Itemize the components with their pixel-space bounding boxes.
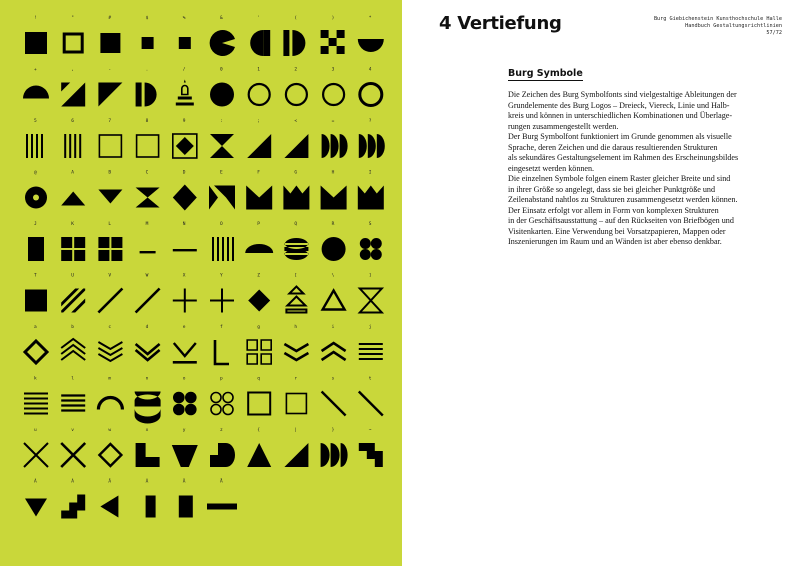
glyph-char-label: & — [220, 16, 223, 21]
small-square-icon — [142, 37, 154, 49]
glyph-char-label: O — [220, 222, 223, 227]
glyph-char-label: l — [71, 376, 74, 382]
triangle-up-icon — [61, 192, 85, 206]
four-squares-icon — [61, 237, 85, 261]
section-title: Burg Symbole — [508, 68, 583, 79]
glyph-char-label: w — [108, 428, 112, 433]
glyph-char-label: L — [108, 222, 112, 227]
glyph-char-label: I — [368, 170, 372, 176]
glyph-char-label: À — [34, 479, 37, 485]
triangle-up-icon — [247, 443, 271, 467]
ring-icon — [323, 84, 344, 105]
glyph-char-label: m — [108, 376, 112, 382]
diamond-outline-icon — [99, 444, 121, 466]
glyph-char-label: P — [257, 222, 260, 227]
body-text — [508, 90, 778, 248]
body-line: Die einzelnen Symbole folgen einem Raster gleicher Breite und sind — [508, 174, 731, 183]
glyph-char-label: G — [294, 170, 298, 176]
glyph-char-label: o — [182, 376, 186, 382]
header-line: Handbuch Gestaltungsrichtlinien — [685, 23, 782, 29]
body-line: Die Zeichen des Burg Symbolfonts sind vielgestaltige Ableitungen der — [508, 90, 737, 99]
four-circles-icon — [360, 238, 382, 260]
trapezoid-icon — [172, 445, 198, 467]
glyph-char-label: @ — [34, 170, 37, 176]
glyph-char-label: N — [182, 222, 186, 227]
glyph-char-label: 0 — [220, 67, 223, 73]
chevron-stack-icon — [136, 344, 160, 360]
body-line: als sekundäres Gestaltungselement im Rahmen des Erscheinungsbildes — [508, 153, 739, 162]
glyph-char-label: Q — [294, 222, 298, 227]
body-line: eingesetzt werden können. — [508, 163, 595, 173]
horizontal-lines-icon — [61, 396, 85, 411]
glyph-char-label: \ — [331, 273, 335, 279]
plus-icon — [173, 289, 197, 313]
glyph-char-label: e — [182, 325, 186, 330]
diagonal-line-icon — [98, 289, 122, 313]
body-line: kreis und können in unterschiedlichen Kombinationen und Überlage- — [508, 111, 733, 120]
filled-circle-icon — [25, 187, 47, 209]
filled-rect-icon — [179, 496, 193, 518]
glyph-char-label: 4 — [368, 67, 372, 73]
outline-square-icon — [137, 135, 159, 157]
stacked-domes-icon — [284, 238, 308, 260]
chapter-title: 4 Vertiefung — [439, 13, 562, 34]
half-circle-up-icon — [23, 86, 49, 108]
outline-square-icon — [248, 393, 270, 415]
triangle-outline-icon — [323, 291, 345, 310]
tower-icon — [176, 80, 194, 106]
glyph-char-label: c — [108, 325, 112, 330]
glyph-char-label: - — [108, 67, 112, 73]
glyph-char-label: 3 — [331, 67, 335, 73]
glyph-char-label: $ — [145, 16, 149, 21]
glyph-char-label: ; — [257, 119, 260, 124]
glyph-char-label: Z — [257, 273, 260, 279]
glyph-char-label: % — [182, 16, 186, 21]
glyph-char-label: 5 — [34, 119, 37, 124]
half-circles-row-icon — [359, 134, 385, 158]
body-line: Inszenierungen im Raum und an Wänden ist aber ebenso denkbar. — [508, 237, 722, 246]
glyph-char-label: Å — [220, 479, 223, 485]
chevron-stack-icon — [284, 344, 308, 360]
glyph-char-label: V — [108, 273, 112, 279]
glyph-char-label: J — [34, 222, 37, 227]
ring-icon — [286, 84, 307, 105]
body-line: in ihrer Größe so angelegt, dass sie bei gleicher Punktgröße und — [508, 184, 716, 194]
glyph-char-label: S — [368, 222, 372, 227]
glyph-char-label: K — [71, 222, 74, 227]
zigzag-icon — [209, 186, 235, 210]
body-line: in der Geschäftsausstattung – auf den Rückseiten von Briefbögen und — [508, 216, 734, 225]
diamond-icon — [248, 290, 270, 312]
glyph-char-label: x — [145, 428, 149, 433]
glyph-char-label: / — [182, 67, 186, 73]
outline-square-icon — [286, 394, 306, 414]
horizontal-lines-icon — [359, 344, 383, 359]
filled-square-icon — [100, 33, 120, 53]
zigzag-icon — [321, 186, 347, 210]
half-circle-corner-icon — [210, 443, 235, 467]
glyph-char-label: j — [368, 325, 372, 330]
half-circle-left-icon — [250, 30, 270, 56]
ring-icon — [249, 84, 270, 105]
glyph-char-label: " — [71, 16, 74, 21]
triangle-down-icon — [25, 499, 47, 517]
half-circle-down-icon — [358, 39, 384, 52]
glyph-char-label: 2 — [294, 67, 298, 73]
x-cross-icon — [61, 443, 85, 467]
glyph-char-label: , — [71, 67, 74, 73]
glyph-char-label: Â — [108, 479, 112, 485]
glyph-char-label: [ — [294, 273, 298, 279]
diagonal-line-icon — [136, 289, 160, 313]
glyph-char-label: < — [294, 119, 298, 124]
step-blocks-icon — [61, 495, 85, 519]
diagonal-line-icon — [359, 392, 383, 416]
glyph-char-label: Y — [220, 273, 223, 279]
body-line: Grundelemente des Burg Logos – Dreieck, Viereck, Linie und Halb- — [508, 100, 730, 110]
chevron-stack-icon — [61, 339, 85, 360]
bar-half-circle-icon — [136, 83, 157, 107]
filled-square-icon — [25, 290, 47, 312]
glyph-char-label: ~ — [368, 428, 372, 433]
x-cross-icon — [24, 443, 48, 467]
step-blocks-icon — [359, 443, 383, 467]
glyph-char-label: U — [71, 273, 74, 279]
glyph-char-label: q — [257, 376, 260, 382]
right-triangle-icon — [284, 134, 308, 158]
glyph-char-label: D — [182, 170, 186, 176]
four-circles-icon — [173, 392, 197, 416]
glyph-char-label: ] — [368, 273, 372, 279]
hourglass-icon — [136, 188, 160, 208]
glyph-char-label: f — [220, 325, 223, 330]
triangle-diagonal-icon — [98, 83, 122, 107]
chevron-bar-icon — [173, 343, 197, 364]
glyph-char-label: . — [145, 67, 149, 73]
body-line: Der Einsatz erfolgt vor allem in Form von komplexen Strukturen — [508, 205, 719, 215]
glyph-char-label: Á — [71, 479, 74, 485]
glyph-char-label: A — [71, 170, 74, 176]
x-triangles-icon — [210, 134, 234, 158]
glyph-char-label: # — [108, 16, 112, 21]
checker-steps-icon — [321, 30, 345, 54]
filled-square-icon — [25, 32, 47, 54]
glyph-char-label: ( — [294, 16, 298, 21]
glyph-char-label: } — [331, 428, 335, 433]
glyph-char-label: a — [34, 325, 37, 330]
glyph-char-label: 6 — [71, 119, 74, 124]
glyph-char-label: F — [257, 170, 260, 176]
half-circles-row-icon — [322, 134, 348, 158]
body-line: Der Burg Symbolfont funktioniert im Grunde genommen als visuelle — [508, 132, 732, 141]
half-circles-row-icon — [321, 443, 348, 467]
triangle-step-icon — [284, 443, 308, 467]
glyph-char-label: i — [331, 325, 335, 330]
glyph-char-label: B — [108, 170, 112, 176]
stacked-domes-icon — [135, 392, 161, 424]
small-square-icon — [179, 37, 191, 49]
bracket-icon — [215, 340, 229, 364]
glyph-char-label: z — [220, 428, 223, 433]
glyph-char-label: k — [34, 376, 37, 382]
glyph-char-label: C — [145, 170, 149, 176]
arc-icon — [98, 398, 122, 410]
glyph-char-label: + — [34, 67, 37, 73]
glyph-char-label: y — [182, 428, 186, 433]
l-block-icon — [136, 443, 160, 467]
glyph-char-label: | — [294, 428, 298, 433]
glyph-char-label: 7 — [108, 119, 112, 124]
glyph-char-label: n — [145, 376, 149, 382]
body-line: Zeilenabstand nahtlos zu Strukturen zusammengesetzt werden können. — [508, 195, 738, 204]
glyph-char-label: H — [331, 170, 335, 176]
horizontal-lines-icon — [24, 394, 48, 414]
glyph-char-label: u — [34, 428, 37, 433]
diamond-in-square-icon — [173, 134, 197, 158]
four-squares-icon — [98, 237, 122, 261]
right-triangle-icon — [247, 134, 271, 158]
glyph-char-label: : — [220, 119, 223, 124]
small-four-squares-icon — [247, 340, 271, 364]
glyph-char-label: * — [368, 16, 372, 21]
zigzag-icon — [283, 186, 309, 210]
outline-square-icon — [99, 135, 121, 157]
filled-circle-icon — [322, 237, 346, 261]
glyph-char-label: { — [257, 428, 260, 433]
filled-rect-icon — [28, 237, 44, 261]
glyph-char-label: 9 — [182, 119, 186, 124]
glyph-char-label: ) — [331, 16, 335, 21]
short-line-icon — [140, 251, 156, 253]
glyph-char-label: b — [71, 325, 74, 330]
body-line: Visitenkarten. Eine Verwendung bei Vorsatzpapieren, Mappen oder — [508, 226, 726, 236]
vertical-lines-icon — [213, 237, 233, 261]
header-line: Burg Giebichenstein Kunsthochschule Halle — [653, 16, 782, 22]
glyph-char-label: r — [294, 376, 298, 382]
glyph-char-label: h — [294, 325, 298, 330]
chevron-stack-icon — [98, 342, 122, 361]
glyph-char-label: R — [331, 222, 335, 227]
glyph-char-label: v — [71, 428, 74, 433]
glyph-char-label: t — [368, 376, 372, 382]
outline-square-icon — [64, 34, 82, 52]
four-circles-outline-icon — [211, 393, 233, 415]
diamond-icon — [173, 185, 197, 211]
triangle-left-icon — [100, 496, 118, 518]
horizontal-bar-icon — [207, 504, 237, 510]
glyph-char-label: X — [182, 273, 186, 279]
plus-icon — [210, 289, 234, 313]
zigzag-icon — [246, 186, 272, 210]
diagonal-line-icon — [322, 392, 346, 416]
ring-icon — [360, 84, 382, 106]
glyph-char-label: 1 — [257, 67, 260, 73]
glyph-char-label: E — [220, 170, 223, 176]
zigzag-icon — [358, 186, 384, 210]
diamond-outline-icon — [25, 341, 47, 363]
half-circle-right-icon — [283, 30, 305, 56]
diagonal-stripes-icon — [61, 289, 85, 313]
glyph-char-label: p — [220, 376, 223, 382]
chevron-stack-icon — [322, 343, 346, 360]
triangle-stack-icon — [286, 287, 306, 313]
body-line: rungen zusammengestellt werden. — [508, 121, 619, 131]
body-line: Sprache, deren Zeichen und die daraus resultierenden Strukturen — [508, 142, 718, 152]
page-number: 57/72 — [766, 30, 782, 36]
glyph-char-label: T — [34, 273, 37, 279]
glyph-char-label: Ã — [145, 479, 149, 485]
glyph-char-label: s — [331, 376, 335, 382]
glyph-char-label: ! — [34, 16, 37, 21]
triangle-down-icon — [98, 190, 122, 204]
glyph-char-label: d — [145, 325, 149, 330]
triangle-diagonal-icon — [61, 83, 85, 107]
hourglass-outline-icon — [360, 289, 382, 313]
glyph-char-label: ? — [368, 119, 372, 124]
glyph-char-label: = — [331, 119, 335, 124]
half-rect-icon — [146, 496, 156, 518]
vertical-lines-icon — [65, 134, 80, 158]
filled-circle-icon — [210, 83, 234, 107]
long-line-icon — [173, 249, 197, 251]
glyph-char-label: 8 — [145, 119, 149, 124]
dome-icon — [245, 244, 273, 253]
glyph-char-label: ' — [257, 16, 260, 21]
vertical-lines-icon — [27, 134, 42, 158]
glyph-char-label: g — [257, 325, 260, 330]
running-header — [654, 16, 782, 37]
text-page — [402, 0, 800, 566]
circle-wedge-icon — [210, 30, 235, 56]
glyph-char-label: M — [145, 222, 149, 227]
glyph-char-label: W — [145, 273, 149, 279]
glyph-char-label: Ä — [182, 479, 186, 485]
